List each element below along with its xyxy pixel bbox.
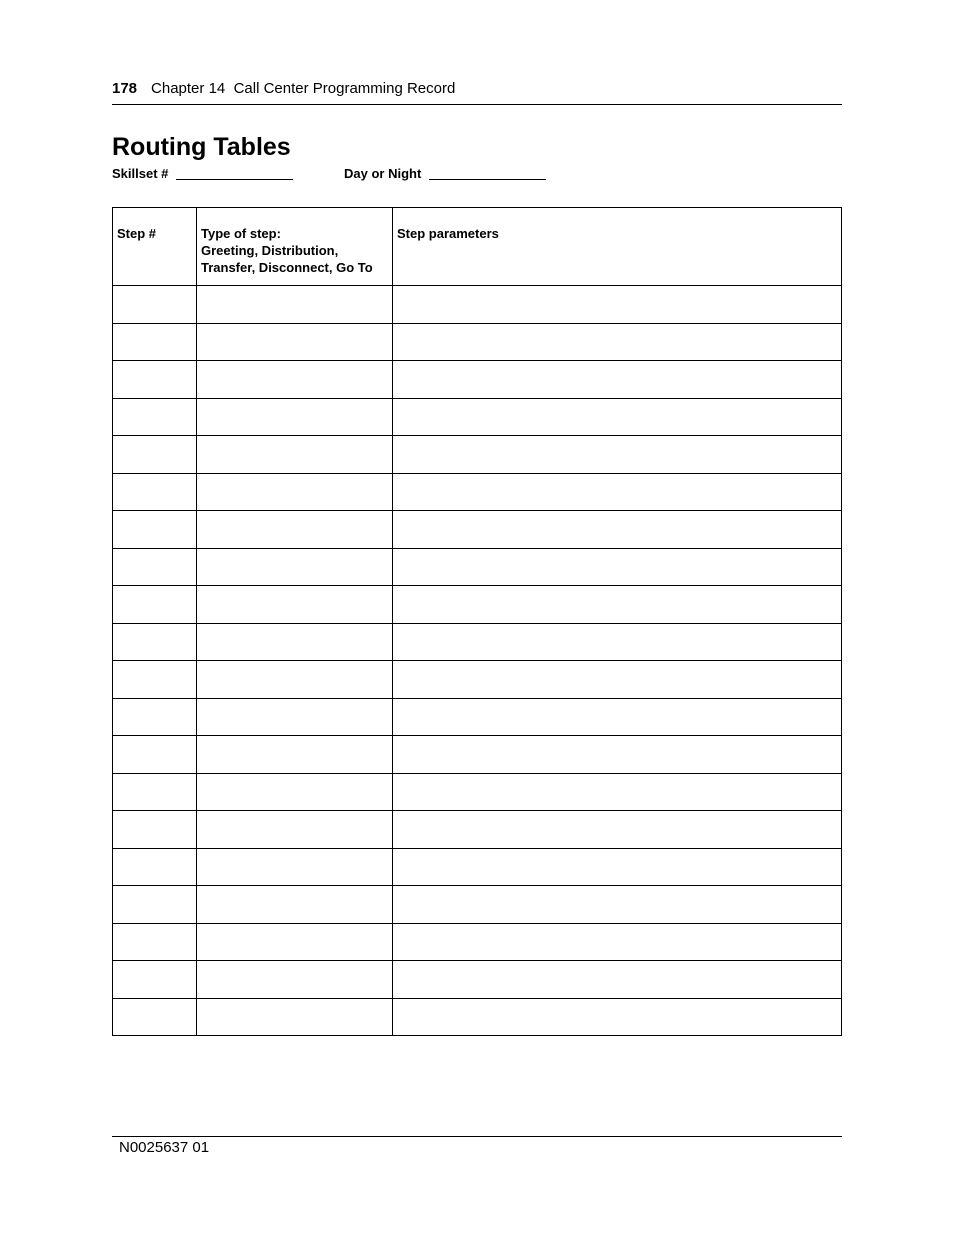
step-parameters-cell[interactable] xyxy=(393,998,842,1036)
step-type-cell[interactable] xyxy=(197,923,393,961)
table-row xyxy=(113,923,842,961)
table-row xyxy=(113,361,842,399)
step-number-cell[interactable] xyxy=(113,286,197,324)
step-type-header-line: Greeting, Distribution, xyxy=(201,243,339,258)
table-row xyxy=(113,998,842,1036)
step-parameters-cell[interactable] xyxy=(393,586,842,624)
chapter-title: Chapter 14 Call Center Programming Record xyxy=(151,80,456,97)
step-parameters-header: Step parameters xyxy=(393,208,842,286)
skillset-label: Skillset # xyxy=(112,166,169,181)
step-type-header-line: Transfer, Disconnect, Go To xyxy=(201,260,373,275)
step-parameters-cell[interactable] xyxy=(393,623,842,661)
step-parameters-cell[interactable] xyxy=(393,773,842,811)
step-number-cell[interactable] xyxy=(113,848,197,886)
step-type-cell[interactable] xyxy=(197,398,393,436)
step-parameters-cell[interactable] xyxy=(393,286,842,324)
step-parameters-cell[interactable] xyxy=(393,398,842,436)
step-type-cell[interactable] xyxy=(197,661,393,699)
step-number-cell[interactable] xyxy=(113,773,197,811)
step-number-cell[interactable] xyxy=(113,586,197,624)
step-number-header: Step # xyxy=(113,208,197,286)
table-row xyxy=(113,586,842,624)
table-row xyxy=(113,736,842,774)
step-parameters-cell[interactable] xyxy=(393,436,842,474)
table-row xyxy=(113,323,842,361)
step-type-cell[interactable] xyxy=(197,811,393,849)
step-number-cell[interactable] xyxy=(113,548,197,586)
step-parameters-cell[interactable] xyxy=(393,736,842,774)
table-row xyxy=(113,548,842,586)
step-type-cell[interactable] xyxy=(197,848,393,886)
step-number-cell[interactable] xyxy=(113,698,197,736)
step-number-cell[interactable] xyxy=(113,811,197,849)
page-header xyxy=(112,79,842,99)
step-number-cell[interactable] xyxy=(113,736,197,774)
step-type-cell[interactable] xyxy=(197,473,393,511)
day-night-field xyxy=(344,165,546,183)
step-parameters-cell[interactable] xyxy=(393,361,842,399)
step-number-cell[interactable] xyxy=(113,361,197,399)
step-type-cell[interactable] xyxy=(197,286,393,324)
step-type-cell[interactable] xyxy=(197,736,393,774)
step-type-cell[interactable] xyxy=(197,698,393,736)
step-number-cell[interactable] xyxy=(113,511,197,549)
step-type-cell[interactable] xyxy=(197,623,393,661)
step-type-cell[interactable] xyxy=(197,886,393,924)
skillset-blank-line[interactable] xyxy=(176,179,293,180)
table-row xyxy=(113,623,842,661)
step-parameters-cell[interactable] xyxy=(393,511,842,549)
step-number-cell[interactable] xyxy=(113,323,197,361)
step-number-cell[interactable] xyxy=(113,623,197,661)
step-parameters-cell[interactable] xyxy=(393,548,842,586)
step-type-cell[interactable] xyxy=(197,361,393,399)
table-row xyxy=(113,848,842,886)
routing-table xyxy=(112,207,842,1036)
table-header-row xyxy=(113,208,842,286)
step-type-cell[interactable] xyxy=(197,998,393,1036)
day-night-blank-line[interactable] xyxy=(429,179,546,180)
step-number-cell[interactable] xyxy=(113,923,197,961)
step-type-cell[interactable] xyxy=(197,961,393,999)
table-row xyxy=(113,473,842,511)
step-parameters-cell[interactable] xyxy=(393,661,842,699)
header-divider xyxy=(112,104,842,105)
table-row xyxy=(113,886,842,924)
step-parameters-cell[interactable] xyxy=(393,698,842,736)
step-type-header-line: Type of step: xyxy=(201,226,281,241)
step-parameters-cell[interactable] xyxy=(393,323,842,361)
step-parameters-cell[interactable] xyxy=(393,886,842,924)
day-night-label: Day or Night xyxy=(344,166,422,181)
step-type-cell[interactable] xyxy=(197,436,393,474)
table-row xyxy=(113,698,842,736)
step-type-header xyxy=(197,208,393,286)
table-row xyxy=(113,773,842,811)
step-number-cell[interactable] xyxy=(113,661,197,699)
step-parameters-cell[interactable] xyxy=(393,811,842,849)
step-parameters-cell[interactable] xyxy=(393,923,842,961)
page-number: 178 xyxy=(112,80,138,97)
table-row xyxy=(113,811,842,849)
step-number-cell[interactable] xyxy=(113,473,197,511)
step-type-cell[interactable] xyxy=(197,548,393,586)
table-row xyxy=(113,286,842,324)
document-number: N0025637 01 xyxy=(119,1139,210,1156)
table-body xyxy=(113,286,842,1036)
table-row xyxy=(113,398,842,436)
table-row xyxy=(113,511,842,549)
footer-divider xyxy=(112,1136,842,1137)
page-title: Routing Tables xyxy=(112,133,291,161)
step-type-cell[interactable] xyxy=(197,773,393,811)
skillset-field xyxy=(112,165,293,183)
step-type-cell[interactable] xyxy=(197,323,393,361)
step-type-cell[interactable] xyxy=(197,511,393,549)
step-number-cell[interactable] xyxy=(113,998,197,1036)
table-row xyxy=(113,961,842,999)
step-number-cell[interactable] xyxy=(113,436,197,474)
step-parameters-cell[interactable] xyxy=(393,848,842,886)
table-row xyxy=(113,436,842,474)
step-parameters-cell[interactable] xyxy=(393,961,842,999)
step-type-cell[interactable] xyxy=(197,586,393,624)
table-row xyxy=(113,661,842,699)
step-number-cell[interactable] xyxy=(113,961,197,999)
step-parameters-cell[interactable] xyxy=(393,473,842,511)
step-number-cell[interactable] xyxy=(113,398,197,436)
step-number-cell[interactable] xyxy=(113,886,197,924)
